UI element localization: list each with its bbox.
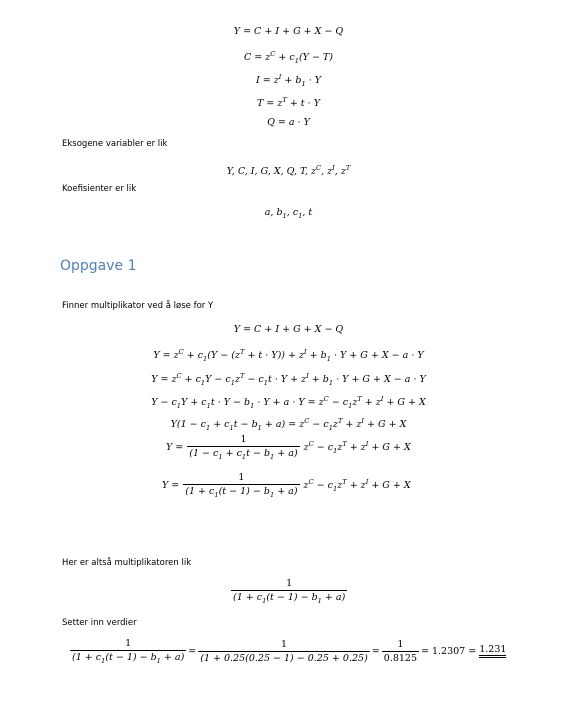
coefficients: a, $b_1$, $c_1$, t <box>264 207 313 220</box>
equation-lhs: Y = <box>166 441 184 453</box>
equation-definition: $T = z^T + t \cdot Y$ <box>257 96 320 110</box>
final-computation: $\frac{1}{(1 + c_1(t - 1) - b_1 + a)}$ = $\frac{1}{(1 + 0.25(0.25 - 1) - 0.25 + 0.25)}$ = $\frac{1}{0.8125}$ = 1.2307 = 1.231 <box>72 638 507 665</box>
fraction <box>231 578 347 605</box>
multiplier-label: Her er altså multiplikatoren lik <box>62 558 192 568</box>
fraction-numerator: 1 <box>238 472 245 483</box>
equation-definition: Q = a · Y <box>267 117 310 128</box>
multiplier-fraction <box>229 578 349 605</box>
equation-lhs: Y = <box>162 479 180 491</box>
equation-rhs: $z^C - c_1z^T + z^I + G + X$ <box>303 439 411 455</box>
derivation-step: Y = C + I + G + X − Q <box>233 324 344 335</box>
fraction-numerator: 1 <box>240 434 247 445</box>
equation-definition: Y = C + I + G + X − Q <box>233 26 344 37</box>
equation-definition: $C = z^C + c_1(Y - T)$ <box>244 50 333 66</box>
derivation-fraction-step <box>162 472 411 499</box>
final-answer: 1.231 <box>479 645 506 658</box>
fraction-denominator: $(1 + c_1(t - 1) - b_1 + a)$ <box>72 652 185 665</box>
derivation-fraction-step <box>166 434 411 461</box>
fraction-denominator: $(1 - c_1 + c_1t - b_1 + a)$ <box>189 448 298 461</box>
fraction-denominator: 0.8125 <box>383 652 417 664</box>
fraction <box>183 472 299 499</box>
derivation-step: $Y = z^C + c_1(Y - (z^T + t \cdot Y)) + z^I + b_1 \cdot Y + G + X - a \cdot Y$ <box>153 348 424 364</box>
fraction-numerator: 1 <box>125 638 132 649</box>
fraction-denominator: (1 + 0.25(0.25 − 1) − 0.25 + 0.25) <box>200 652 368 664</box>
fraction-denominator: $(1 + c_1(t - 1) - b_1 + a)$ <box>233 592 346 605</box>
equation-rhs: $z^C - c_1z^T + z^I + G + X$ <box>303 477 411 493</box>
coefficients-label: Koefisienter er lik <box>62 184 137 194</box>
derivation-step: $Y(1 - c_1 + c_1t - b_1 + a) = z^C - c_1z^T + z^I + G + X$ <box>170 417 407 433</box>
computed-value: 1.2307 <box>431 645 466 657</box>
fraction-numerator: 1 <box>397 638 404 650</box>
fraction-numerator: 1 <box>280 638 288 650</box>
insert-label: Setter inn verdier <box>62 618 137 628</box>
fraction-numerator: 1 <box>286 578 293 589</box>
solve-label: Finner multiplikator ved å løse for Y <box>62 301 214 311</box>
fraction <box>70 638 186 665</box>
equation-definition: $I = z^I + b_1 \cdot Y$ <box>255 73 322 89</box>
derivation-step: $Y = z^C + c_1Y - c_1z^T - c_1t \cdot Y + z^I + b_1 \cdot Y + G + X - a \cdot Y$ <box>151 372 426 388</box>
derivation-step: $Y - c_1Y + c_1t \cdot Y - b_1 \cdot Y + a \cdot Y = z^C - c_1z^T + z^I + G + X$ <box>151 395 426 411</box>
exogenous-vars: Y, C, I, G, X, Q, T, $z^C$, $z^I$, $z^T$ <box>226 164 351 178</box>
fraction <box>198 639 370 664</box>
fraction <box>382 639 419 664</box>
section-title: Oppgave 1 <box>60 258 137 274</box>
fraction <box>187 434 299 461</box>
fraction-denominator: $(1 + c_1(t - 1) - b_1 + a)$ <box>185 486 298 499</box>
exogenous-label: Eksogene variabler er lik <box>62 139 168 149</box>
